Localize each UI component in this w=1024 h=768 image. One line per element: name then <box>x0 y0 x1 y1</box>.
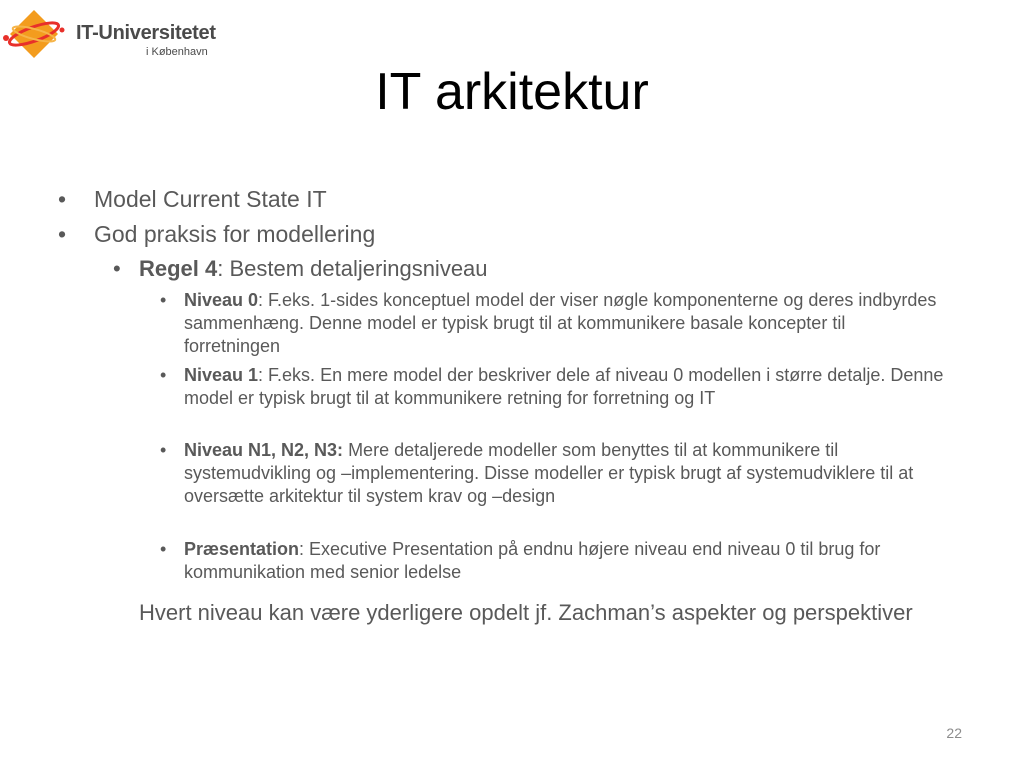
bullet-level3 <box>160 364 944 410</box>
bullet-bold-label: Niveau 1 <box>184 365 259 385</box>
slide-title: IT arkitektur <box>375 63 649 121</box>
bullet-dot-icon: • <box>58 221 67 247</box>
itu-logo-icon <box>0 8 72 62</box>
bullet-level2 <box>113 256 488 282</box>
bullet-level3 <box>160 289 944 358</box>
bullet-text: Mere detaljerede modeller som benyttes til at kommunikere til systemudvikling og –implementering. Disse modeller er typisk brugt af systemudviklere til at oversætte arkitektur til system krav og –design <box>184 440 914 506</box>
bullet-dot-icon: • <box>160 539 167 559</box>
bullet-dot-icon: • <box>58 186 67 212</box>
bullet-level1 <box>58 186 327 213</box>
bullet-bold-label: Præsentation <box>184 539 300 559</box>
bullet-level3 <box>160 538 944 584</box>
closing-paragraph: Hvert niveau kan være yderligere opdelt jf. Zachman’s aspekter og perspektiver <box>139 600 913 625</box>
bullet-text: : F.eks. En mere model der beskriver dele af niveau 0 modellen i større detalje. Denne model er typisk brugt til at kommunikere retning for forretning og IT <box>184 365 944 408</box>
bullet-text: : F.eks. 1-sides konceptuel model der viser nøgle komponenterne og deres indbyrdes sammenhæng. Denne model er typisk brugt til at kommunikere basale koncepter til forretningen <box>184 290 937 356</box>
bullet-text: Model Current State IT <box>94 186 327 212</box>
bullet-text: : Executive Presentation på endnu højere niveau end niveau 0 til brug for kommunikation med senior ledelse <box>184 539 881 582</box>
logo-subtitle: i København <box>146 46 208 58</box>
bullet-dot-icon: • <box>160 365 167 385</box>
bullet-text: : Bestem detaljeringsniveau <box>217 256 488 281</box>
bullet-dot-icon: • <box>160 440 167 460</box>
bullet-bold-label: Regel 4 <box>139 256 218 281</box>
bullet-text: God praksis for modellering <box>94 221 376 247</box>
page-number: 22 <box>946 725 962 741</box>
bullet-dot-icon: • <box>113 256 121 281</box>
bullet-bold-label: Niveau 0 <box>184 290 259 310</box>
bullet-level1 <box>58 221 376 248</box>
itu-logo <box>0 8 230 62</box>
bullet-dot-icon: • <box>160 290 167 310</box>
bullet-bold-label: Niveau N1, N2, N3: <box>184 440 344 460</box>
bullet-level3 <box>160 439 944 508</box>
logo-name: IT-Universitetet <box>76 22 216 44</box>
